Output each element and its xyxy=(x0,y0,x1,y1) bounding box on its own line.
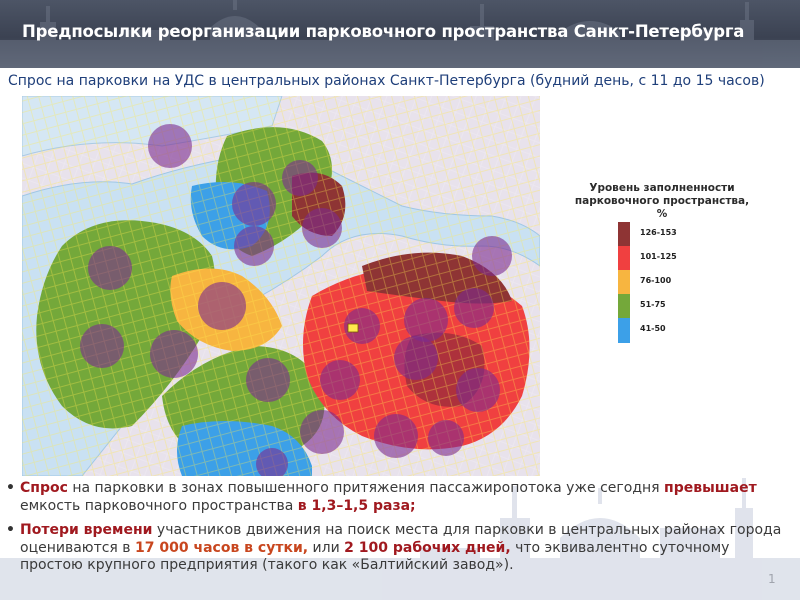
legend-item xyxy=(618,246,728,270)
page-number: 1 xyxy=(768,572,776,586)
slide-title: Предпосылки реорганизации парковочного пространства Санкт-Петербурга xyxy=(22,22,745,41)
bullet-emphasis: Потери времени xyxy=(20,522,153,538)
legend-item xyxy=(618,318,728,342)
bullet-marker: • xyxy=(6,480,15,496)
map-marker xyxy=(348,324,358,332)
bullet-text: участников движения на поиск места для парковки в центральных районах города оцениваются в xyxy=(20,522,782,556)
bullet-item-demand xyxy=(6,480,786,515)
legend-item xyxy=(618,222,728,246)
bullet-emphasis: превышает xyxy=(664,480,757,496)
bullet-text: что эквивалентно суточному простою крупного предприятия (такого как «Балтийский завод»). xyxy=(20,539,730,573)
bullet-emphasis: в 1,3–1,5 раза; xyxy=(297,497,416,514)
legend-title: Уровень заполненности парковочного пространства, % xyxy=(574,182,750,220)
legend-item xyxy=(618,270,728,294)
bullet-text: емкость парковочного пространства xyxy=(20,497,298,514)
bullet-item-time-loss xyxy=(6,522,786,575)
legend-label: 126-153 xyxy=(640,228,677,237)
bullet-emphasis: 2 100 рабочих дней, xyxy=(344,539,511,556)
legend-item xyxy=(618,294,728,318)
legend-label: 41-50 xyxy=(640,324,666,333)
bullet-list xyxy=(6,480,786,582)
bullet-marker: • xyxy=(6,522,15,538)
legend-items xyxy=(618,222,728,342)
bullet-emphasis: 17 000 часов в сутки, xyxy=(135,539,309,556)
legend-swatch xyxy=(618,222,630,247)
slide-header xyxy=(0,0,800,68)
legend-label: 51-75 xyxy=(640,300,666,309)
bullet-text: на парковки в зонах повышенного притяжения пассажиропотока уже сегодня xyxy=(67,480,665,496)
legend-swatch xyxy=(618,270,630,295)
map-legend xyxy=(574,182,750,333)
legend-swatch xyxy=(618,246,630,271)
legend-label: 76-100 xyxy=(640,276,672,285)
parking-demand-map xyxy=(22,96,540,476)
map-subtitle: Спрос на парковки на УДС в центральных районах Санкт-Петербурга (будний день, с 11 до 15 часов) xyxy=(8,73,765,89)
bullet-emphasis: Спрос xyxy=(20,480,68,496)
legend-swatch xyxy=(618,294,630,319)
legend-label: 101-125 xyxy=(640,252,677,261)
bullet-text: или xyxy=(308,539,345,556)
legend-swatch xyxy=(618,318,630,343)
